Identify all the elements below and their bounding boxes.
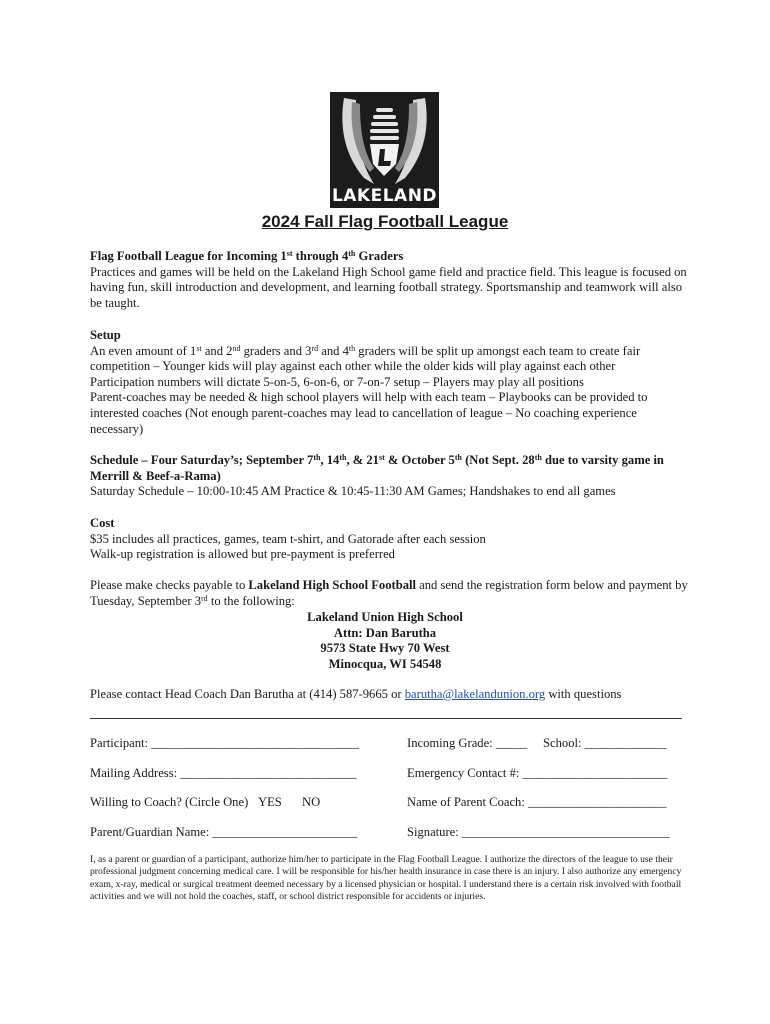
cost-section <box>90 516 690 563</box>
section-divider <box>90 718 682 719</box>
setup-section <box>90 328 690 437</box>
cost-line-1: $35 includes all practices, games, team t-shirt, and Gatorade after each session <box>90 531 486 546</box>
cost-line-2: Walk-up registration is allowed but pre-payment is preferred <box>90 547 395 562</box>
guardian-name-field[interactable]: Parent/Guardian Name: _______________________ <box>90 825 358 839</box>
email-link[interactable]: barutha@lakelandunion.org <box>404 687 546 701</box>
signature-field[interactable]: Signature: _________________________________ <box>407 825 670 839</box>
address-line: Attn: Dan Barutha <box>333 625 437 640</box>
emergency-contact-field[interactable]: Emergency Contact #: _______________________ <box>407 766 668 780</box>
mailing-address-field[interactable]: Mailing Address: ____________________________ <box>90 766 357 780</box>
setup-heading: Setup <box>90 328 121 342</box>
yes-option[interactable]: YES <box>258 795 282 809</box>
participant-field[interactable]: Participant: _________________________________ <box>90 736 360 750</box>
address-line: 9573 State Hwy 70 West <box>320 641 450 656</box>
page-title: 2024 Fall Flag Football League <box>261 212 509 231</box>
logo-wordmark: LAKELAND <box>331 186 438 206</box>
address-line: Minocqua, WI 54548 <box>328 656 442 671</box>
payment-instructions: Please make checks payable to Lakeland High School Football and send the registration form below and payment by Tuesday, September 3rd to the following: <box>90 578 688 608</box>
no-option[interactable]: NO <box>302 795 321 809</box>
parent-coach-name-field[interactable]: Name of Parent Coach: ______________________ <box>407 795 667 809</box>
incoming-grade-field[interactable]: Incoming Grade: _____ <box>407 736 528 750</box>
intro-body: Practices and games will be held on the Lakeland High School game field and practice field. This league is focused on having fun, skill introduction and development, and learning football strategy. Sportsmanship and teamwork will also be taught. <box>90 264 687 310</box>
school-field[interactable]: School: _____________ <box>543 736 667 750</box>
address-line: Lakeland Union High School <box>307 610 463 624</box>
intro-heading: Flag Football League for Incoming 1st through 4th Graders <box>90 249 404 263</box>
willing-to-coach-label: Willing to Coach? (Circle One) <box>90 795 249 809</box>
contact-line: Please contact Head Coach Dan Barutha at (414) 587-9665 or barutha@lakelandunion.org with questions <box>90 687 622 701</box>
mailing-address-block <box>90 610 680 672</box>
schedule-body: Saturday Schedule – 10:00-10:45 AM Practice & 10:45-11:30 AM Games; Handshakes to end all games <box>90 484 616 499</box>
setup-line-2: Participation numbers will dictate 5-on-5, 6-on-6, or 7-on-7 setup – Players may play all positions <box>90 374 584 389</box>
cost-heading: Cost <box>90 516 115 530</box>
intro-section <box>90 249 690 311</box>
setup-line-1: An even amount of 1st and 2nd graders and 3rd and 4th graders will be split up amongst each team to create fair competition – Younger kids will play against each other while the older kids will play against each other <box>90 343 641 374</box>
lakeland-logo <box>330 92 439 208</box>
schedule-section <box>90 453 690 500</box>
liability-disclaimer: I, as a parent or guardian of a participant, authorize him/her to participate in the Flag Football League. I authorize the directors of the league to use their professional judgment concerning medical care. I will be responsible for his/her health insurance in case there is an injury. I also authorize any emergency exam, x-ray, medical or surgical treatment deemed necessary by a licensed physician or hospital. I understand there is a certain risk involved with football activities and we will not hold the coaches, staff, or school district responsible for accidents or injuries. <box>90 854 682 903</box>
schedule-heading: Schedule – Four Saturday’s; September 7th, 14th, & 21st & October 5th (Not Sept. 28th due to varsity game in Merrill & Beef-a-Rama) <box>90 453 664 483</box>
setup-line-3: Parent-coaches may be needed & high school players will help with each team – Playbooks can be provided to interested coaches (Not enough parent-coaches may lead to cancellation of league – No coaching experience necessary) <box>90 390 648 436</box>
